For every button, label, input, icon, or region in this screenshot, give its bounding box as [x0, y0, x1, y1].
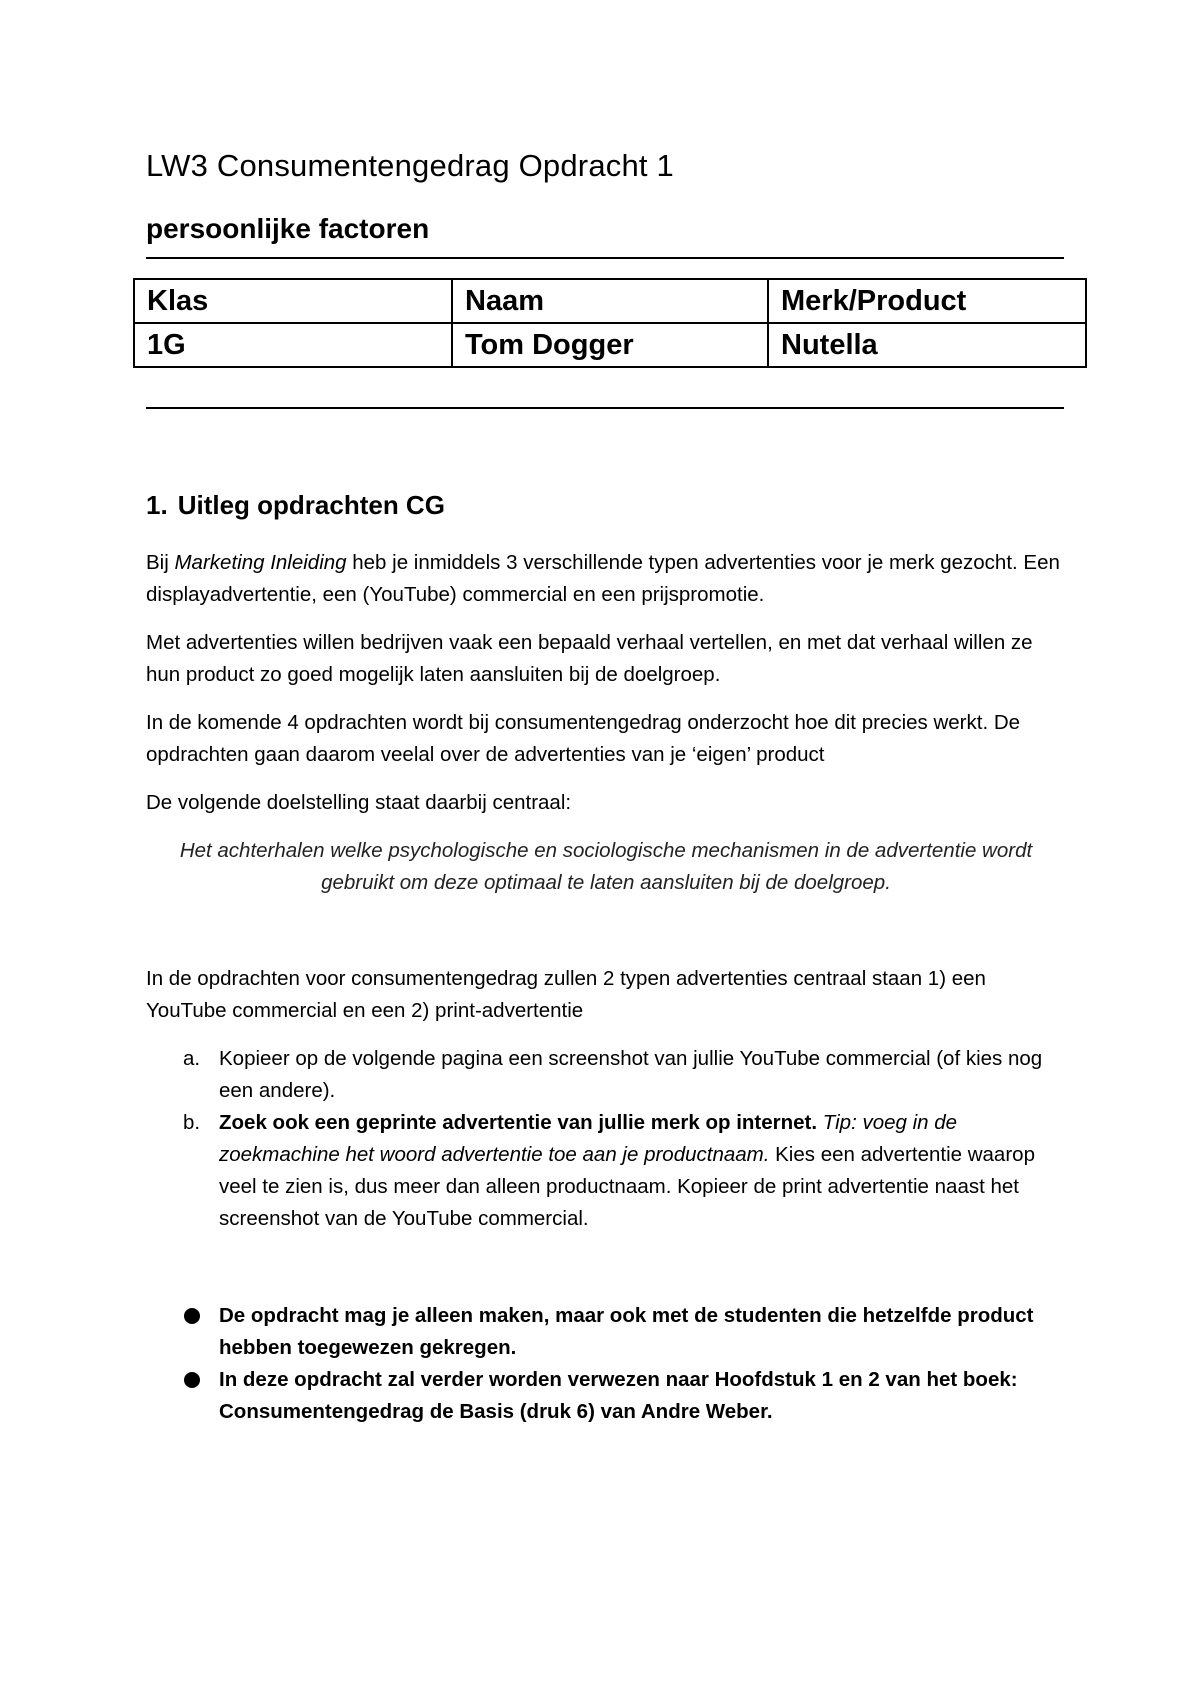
- task-list: [146, 1043, 1076, 1235]
- notes-list: [146, 1300, 1076, 1428]
- section-number: 1.: [146, 490, 168, 520]
- objective-quote: Het achterhalen welke psychologische en sociologische mechanismen in de advertentie wordt gebruikt om deze optimaal te laten aansluiten bij de doelgroep.: [179, 839, 1033, 894]
- paragraph-intro: [146, 547, 1066, 611]
- list-item: [146, 1043, 1076, 1107]
- table-header-row: [134, 279, 1086, 323]
- section-heading: [146, 490, 445, 521]
- section-title: Uitleg opdrachten CG: [177, 490, 445, 520]
- list-item: [146, 1364, 1076, 1428]
- list-item: [146, 1300, 1076, 1364]
- paragraph-intro-italic: Marketing Inleiding: [174, 551, 347, 574]
- header-naam: Naam: [452, 279, 768, 323]
- paragraph-intro-start: Bij: [146, 551, 175, 574]
- cell-merk-product: Nutella: [768, 323, 1086, 367]
- paragraph-intro-end: heb je inmiddels 3 verschillende typen advertenties voor je merk gezocht. Een displayadvertentie, een (YouTube) commercial en een prijspromotie.: [146, 551, 1060, 606]
- paragraph-objective-intro: De volgende doelstelling staat daarbij centraal:: [146, 791, 572, 814]
- bullet-icon: [184, 1308, 200, 1324]
- note-text: In deze opdracht zal verder worden verwezen naar Hoofdstuk 1 en 2 van het boek: Consumentengedrag de Basis (druk 6) van Andre Weber.: [219, 1368, 1018, 1423]
- note-text: De opdracht mag je alleen maken, maar ook met de studenten die hetzelfde product hebben toegewezen gekregen.: [219, 1304, 1034, 1359]
- cell-klas: 1G: [134, 323, 452, 367]
- header-klas: Klas: [134, 279, 452, 323]
- horizontal-rule-bottom: [146, 407, 1064, 409]
- paragraph-assignments: In de komende 4 opdrachten wordt bij consumentengedrag onderzocht hoe dit precies werkt. De opdrachten gaan daarom veelal over de advertenties van je ‘eigen’ product: [146, 711, 1021, 766]
- list-marker-b: b.: [183, 1111, 201, 1134]
- document-title: LW3 Consumentengedrag Opdracht 1: [146, 148, 674, 183]
- bullet-icon: [184, 1372, 200, 1388]
- student-info-table: [133, 278, 1087, 368]
- paragraph-ad-types: In de opdrachten voor consumentengedrag zullen 2 typen advertenties centraal staan 1) een YouTube commercial en een 2) print-advertentie: [146, 967, 986, 1022]
- list-item: [146, 1107, 1076, 1235]
- document-subtitle: persoonlijke factoren: [146, 213, 430, 244]
- table-row: [134, 323, 1086, 367]
- cell-naam: Tom Dogger: [452, 323, 768, 367]
- paragraph-advertising: Met advertenties willen bedrijven vaak een bepaald verhaal vertellen, en met dat verhaal willen ze hun product zo goed mogelijk laten aansluiten bij de doelgroep.: [146, 631, 1033, 686]
- task-b-bold-text: Zoek ook een geprinte advertentie van jullie merk op internet.: [219, 1111, 818, 1134]
- task-a-text: Kopieer op de volgende pagina een screenshot van jullie YouTube commercial (of kies nog een andere).: [219, 1047, 1043, 1102]
- task-b-tip-text: Tip: voeg in de zoekmachine het woord advertentie toe aan je productnaam.: [219, 1111, 958, 1166]
- horizontal-rule-top: [146, 257, 1064, 259]
- task-b-rest-text: Kies een advertentie waarop veel te zien is, dus meer dan alleen productnaam. Kopieer de print advertentie naast het screenshot van de YouTube commercial.: [219, 1143, 1035, 1230]
- header-merk-product: Merk/Product: [768, 279, 1086, 323]
- list-marker-a: a.: [183, 1047, 201, 1070]
